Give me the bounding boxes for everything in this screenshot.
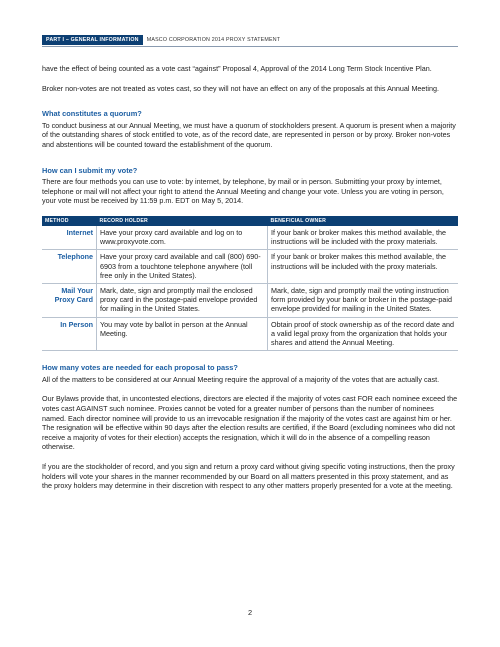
record-holder-cell: You may vote by ballot in person at the Annual Meeting. <box>97 317 268 351</box>
header-divider <box>42 46 458 47</box>
intro-paragraph-2: Broker non-votes are not treated as votes cast, so they will not have an effect on any of the proposals at this Annual Meeting. <box>42 83 440 93</box>
votes-needed-paragraph-2: Our Bylaws provide that, in uncontested elections, directors are elected if the majority of votes cast FOR each nominee exceed the votes cast AGAINST such nominee. Proxies cannot be voted for a greater number of persons than the number of nominees named. Each director nominee will provide to us an irrevocable resignation if the majority of the votes cast are against him or her. The resignation will be effective within 90 days after the election results are certified, if the Board (excluding nominees who did not receive a majority of votes for their election) accepts the resignation, which it will do in the absence of a compelling reason otherwise. <box>42 394 458 452</box>
method-cell: Internet <box>42 226 97 250</box>
method-cell: In Person <box>42 317 97 351</box>
table-row-mail <box>42 283 458 317</box>
table-row-internet <box>42 226 458 250</box>
table-header-row <box>42 216 458 226</box>
record-holder-cell: Have your proxy card available and log on to www.proxyvote.com. <box>97 226 268 250</box>
table-row-in-person <box>42 317 458 351</box>
intro-paragraph-1: have the effect of being counted as a vote cast “against” Proposal 4, Approval of the 2014 Long Term Stock Incentive Plan. <box>42 64 432 73</box>
votes-needed-paragraph-1: All of the matters to be considered at our Annual Meeting require the approval of a majority of the votes that are actually cast. <box>42 374 440 384</box>
page-content <box>42 64 458 501</box>
section-tag: PART I – GENERAL INFORMATION <box>42 35 143 45</box>
method-cell: Mail Your Proxy Card <box>42 283 97 317</box>
column-header-method: METHOD <box>42 216 97 226</box>
submit-vote-paragraph: There are four methods you can use to vote: by internet, by telephone, by mail or in person. Submitting your proxy by internet, telephone or mail will not affect your right to attend the Annual Meeting and change your vote. Unless you are voting in person, your vote must be received by 11:59 p.m. EDT on May 5, 2014. <box>42 177 444 206</box>
votes-needed-paragraph-3: If you are the stockholder of record, and you sign and return a proxy card without giving specific voting instructions, then the proxy holders will vote your shares in the manner recommended by our Board on all matters presented in this proxy statement, and as the proxy holders may determine in their discretion with respect to any other matters properly presented for a vote at the meeting. <box>42 461 455 491</box>
page-number: 2 <box>247 608 253 617</box>
table-row-telephone <box>42 250 458 284</box>
submit-vote-heading: How can I submit my vote? <box>42 165 138 175</box>
record-holder-cell: Have your proxy card available and call (800) 690-6903 from a touchtone telephone anywhere (toll free only in the United States). <box>97 250 268 284</box>
method-cell: Telephone <box>42 250 97 284</box>
quorum-paragraph: To conduct business at our Annual Meeting, we must have a quorum of stockholders present. A quorum is present when a majority of the outstanding shares of stock entitled to vote, as of the record date, are represented in person or by proxy. Broker non-votes and abstentions will be counted toward the establishment of the quorum. <box>42 120 456 149</box>
page-header <box>42 35 280 45</box>
column-header-beneficial-owner: BENEFICIAL OWNER <box>268 216 459 226</box>
record-holder-cell: Mark, date, sign and promptly mail the enclosed proxy card in the postage-paid envelope provided for mailing in the United States. <box>97 283 268 317</box>
votes-needed-heading: How many votes are needed for each proposal to pass? <box>42 363 238 373</box>
document-title: MASCO CORPORATION 2014 PROXY STATEMENT <box>146 37 281 43</box>
voting-methods-table <box>42 216 458 351</box>
beneficial-owner-cell: Mark, date, sign and promptly mail the voting instruction form provided by your bank or broker in the postage-paid envelope provided for mailing in the United States. <box>268 283 459 317</box>
column-header-record-holder: RECORD HOLDER <box>97 216 268 226</box>
quorum-heading: What constitutes a quorum? <box>42 109 142 119</box>
beneficial-owner-cell: If your bank or broker makes this method available, the instructions will be included with the proxy materials. <box>268 226 459 250</box>
beneficial-owner-cell: Obtain proof of stock ownership as of the record date and a valid legal proxy from the organization that holds your shares and attend the Annual Meeting. <box>268 317 459 351</box>
beneficial-owner-cell: If your bank or broker makes this method available, the instructions will be included with the proxy materials. <box>268 250 459 284</box>
